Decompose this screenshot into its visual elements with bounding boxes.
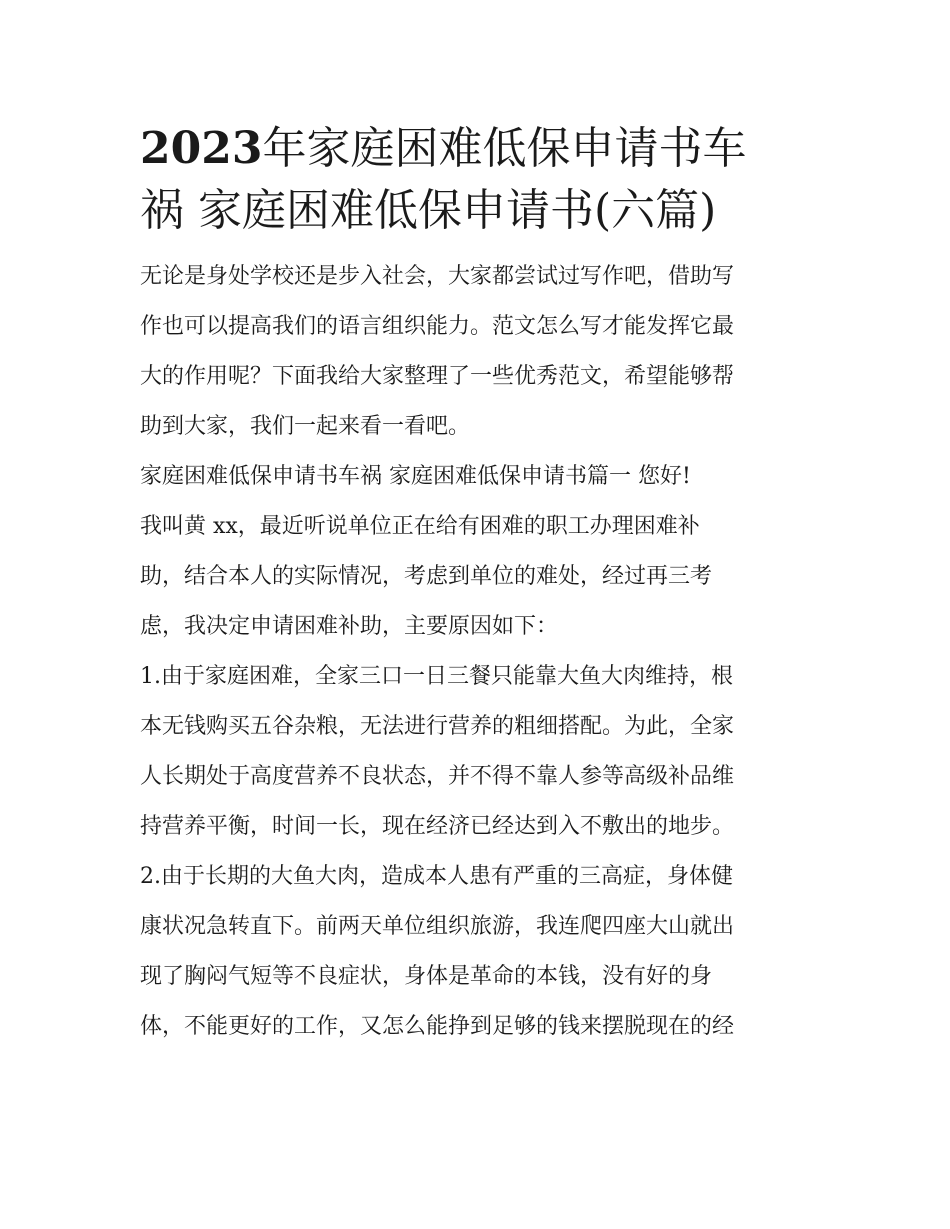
text-line: 家庭困难低保申请书车祸 家庭困难低保申请书篇一 您好!	[140, 464, 691, 489]
section-heading-paragraph	[140, 452, 812, 502]
text-line: 康状况急转直下。前两天单位组织旅游，我连爬四座大山就出	[140, 914, 735, 939]
text-line: 无论是身处学校还是步入社会，大家都尝试过写作吧，借助写	[140, 264, 735, 289]
title-line-2: 祸 家庭困难低保申请书(六篇)	[140, 185, 717, 236]
text-line: 助到大家，我们一起来看一看吧。	[140, 414, 471, 439]
text-line: 1.由于家庭困难，全家三口一日三餐只能靠大鱼大肉维持，根	[140, 664, 733, 689]
intro-paragraph	[140, 252, 812, 452]
title-line-1	[140, 118, 812, 180]
text-line: 助，结合本人的实际情况，考虑到单位的难处，经过再三考	[140, 564, 713, 589]
text-line: 大的作用呢？下面我给大家整理了一些优秀范文，希望能够帮	[140, 364, 735, 389]
text-line: 虑，我决定申请困难补助，主要原因如下：	[140, 614, 559, 639]
reason-2-paragraph	[140, 852, 812, 1052]
text-line: 2.由于长期的大鱼大肉，造成本人患有严重的三高症，身体健	[140, 864, 733, 889]
self-intro-paragraph	[140, 502, 812, 652]
text-line: 本无钱购买五谷杂粮，无法进行营养的粗细搭配。为此，全家	[140, 714, 735, 739]
text-line: 体，不能更好的工作，又怎么能挣到足够的钱来摆脱现在的经	[140, 1014, 735, 1039]
document-title	[140, 118, 812, 242]
document-body	[140, 118, 812, 1052]
title-year: 2023	[140, 123, 263, 174]
title-line-1-text: 年家庭困难低保申请书车	[262, 123, 747, 174]
text-line: 作也可以提高我们的语言组织能力。范文怎么写才能发挥它最	[140, 314, 735, 339]
text-line: 我叫黄 xx，最近听说单位正在给有困难的职工办理困难补	[140, 514, 700, 539]
text-line: 持营养平衡，时间一长，现在经济已经达到入不敷出的地步。	[140, 814, 735, 839]
reason-1-paragraph	[140, 652, 812, 852]
text-line: 现了胸闷气短等不良症状，身体是革命的本钱，没有好的身	[140, 964, 713, 989]
text-line: 人长期处于高度营养不良状态，并不得不靠人参等高级补品维	[140, 764, 735, 789]
